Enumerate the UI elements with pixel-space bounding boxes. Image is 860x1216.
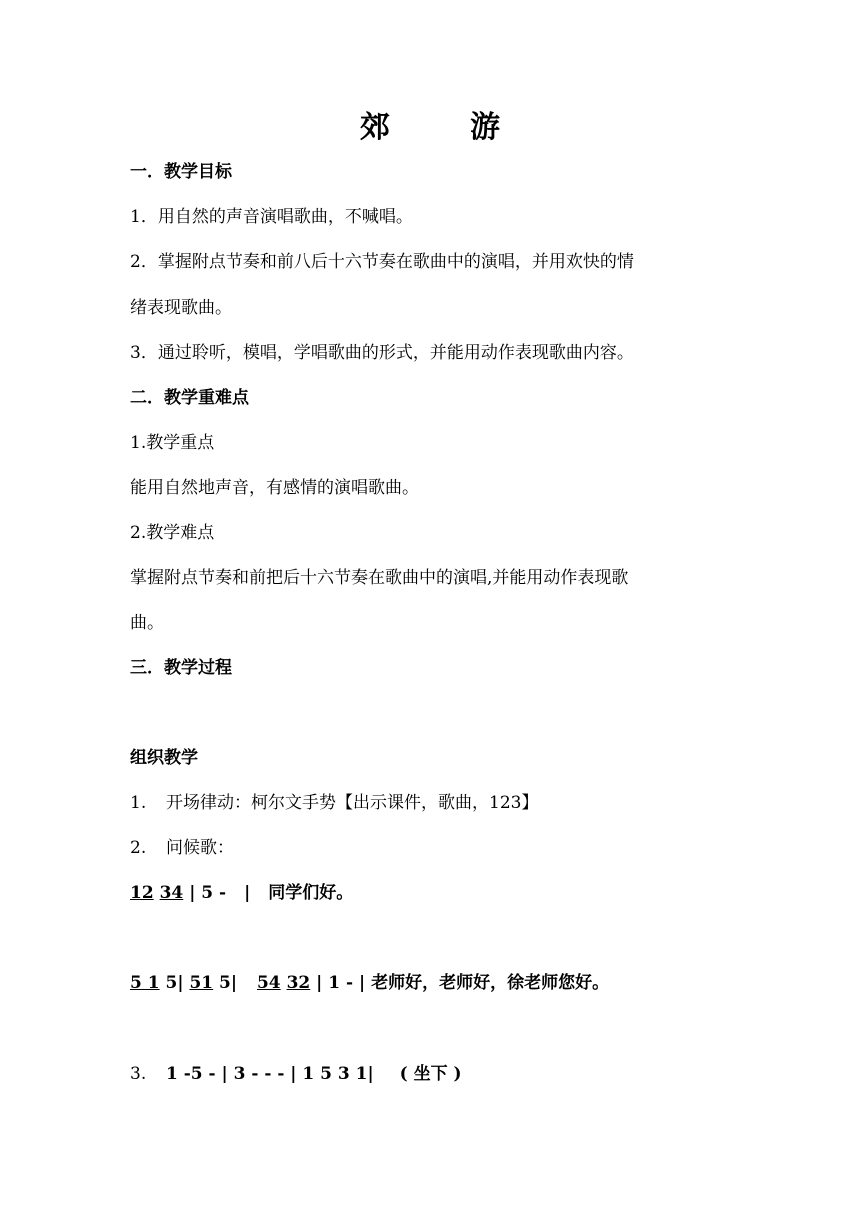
song1-note-group-2: 34 [159,883,184,903]
section-heading-process: 三．教学过程 [130,658,232,678]
song2-note-group-a: 5 1 [130,973,160,993]
song2-note-b: 5| [165,973,184,993]
step-1-number: 1. [130,793,147,813]
keypoint-subtitle-2: 2.教学难点 [130,523,215,543]
step-3-number: 3. [130,1064,147,1084]
step-3-notes: 1 -5 - | 3 - - - | 1 5 3 1| [166,1064,374,1084]
title-char-1: 郊 [360,110,390,145]
song2-note-d: 5| [219,973,238,993]
song1-barline: | [244,883,251,903]
section-heading-keypoints: 二．教学重难点 [130,388,249,408]
keypoint-text-1: 能用自然地声音，有感情的演唱歌曲。 [130,478,419,498]
keypoint-text-2-cont: 曲。 [130,613,164,633]
song1-measure-2: | 5 - [189,883,227,903]
step-1 [130,791,740,815]
greeting-song-line-1 [130,881,740,905]
greeting-song-line-2 [130,971,740,995]
title-char-2: 游 [470,110,500,145]
step-2-text: 问候歌： [166,838,234,858]
keypoint-text-2: 掌握附点节奏和前把后十六节奏在歌曲中的演唱,并能用动作表现歌 [130,568,629,588]
step-3 [130,1062,740,1086]
song2-note-group-c: 51 [189,973,214,993]
step-2 [130,836,740,860]
objective-item-2-cont: 绪表现歌曲。 [130,298,232,318]
step-1-text: 开场律动：柯尔文手势【出示课件，歌曲，123】 [166,793,539,813]
page-title [0,108,860,148]
objective-item-1: 1．用自然的声音演唱歌曲，不喊唱。 [130,207,413,227]
song1-lyric: 同学们好。 [268,883,354,903]
objective-item-3: 3．通过聆听，模唱，学唱歌曲的形式，并能用动作表现歌曲内容。 [130,343,634,363]
step-2-number: 2. [130,838,147,858]
song2-lyric: 老师好，老师好，徐老师您好。 [371,973,610,993]
song2-note-group-e: 54 [256,973,281,993]
song2-note-group-f: 32 [286,973,311,993]
step-3-lyric: ( 坐下 ) [399,1064,462,1084]
subheading-organize: 组织教学 [130,748,198,768]
song1-note-group-1: 12 [130,883,154,903]
keypoint-subtitle-1: 1.教学重点 [130,433,215,453]
section-heading-objectives: 一．教学目标 [130,162,232,182]
song2-measure-end: | 1 - | [316,973,366,993]
objective-item-2: 2．掌握附点节奏和前八后十六节奏在歌曲中的演唱，并用欢快的情 [130,252,634,272]
